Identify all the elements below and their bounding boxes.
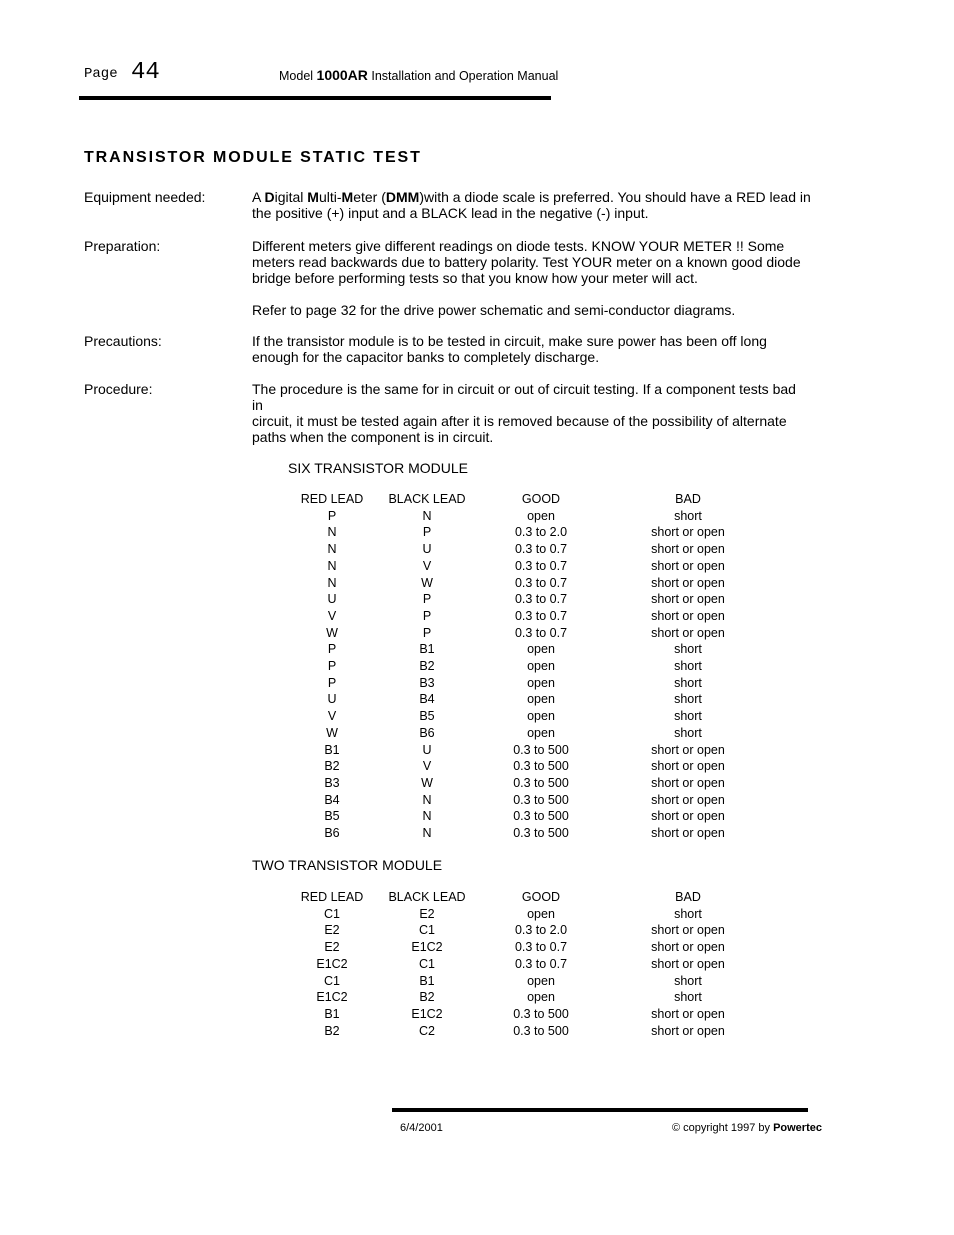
table-row — [277, 956, 761, 973]
table-row — [277, 792, 761, 809]
cell-good: 0.3 to 500 — [513, 826, 569, 841]
cell-bad: short or open — [651, 826, 725, 841]
header-black-lead: BLACK LEAD — [388, 492, 466, 506]
procedure-label: Procedure: — [84, 381, 153, 397]
cell-red-lead: P — [327, 508, 337, 523]
header-good: GOOD — [521, 492, 561, 506]
cell-black-lead: V — [422, 759, 432, 774]
cell-red-lead: V — [327, 709, 337, 724]
cell-red-lead: V — [327, 608, 337, 623]
cell-good: 0.3 to 500 — [513, 809, 569, 824]
table-row — [277, 725, 761, 742]
cell-black-lead: P — [422, 625, 432, 640]
cell-black-lead: N — [422, 809, 432, 824]
cell-good: open — [527, 973, 555, 988]
cell-black-lead: B4 — [419, 692, 435, 707]
cell-red-lead: U — [327, 692, 337, 707]
cell-red-lead: E1C2 — [316, 990, 348, 1005]
table-row — [277, 922, 761, 939]
cell-good: 0.3 to 0.7 — [514, 956, 568, 971]
cell-black-lead: B3 — [419, 675, 435, 690]
table-row — [277, 558, 761, 575]
procedure-text — [252, 381, 817, 445]
cell-red-lead: B1 — [324, 742, 340, 757]
precautions-label: Precautions: — [84, 333, 162, 349]
cell-bad: short — [674, 709, 702, 724]
cell-red-lead: B1 — [324, 1006, 340, 1021]
cell-bad: short or open — [651, 940, 725, 955]
header-red-lead: RED LEAD — [300, 890, 364, 904]
cell-bad: short or open — [651, 742, 725, 757]
table-row — [277, 939, 761, 956]
cell-red-lead: W — [326, 625, 338, 640]
table-row — [277, 775, 761, 792]
footer-rule — [392, 1108, 808, 1112]
cell-good: open — [527, 659, 555, 674]
manual-title — [279, 67, 558, 83]
cell-red-lead: N — [327, 575, 337, 590]
cell-black-lead: N — [422, 792, 432, 807]
table-row — [277, 989, 761, 1006]
cell-black-lead: N — [422, 826, 432, 841]
cell-red-lead: E1C2 — [316, 956, 348, 971]
table-row — [277, 675, 761, 692]
cell-black-lead: N — [422, 508, 432, 523]
cell-bad: short or open — [651, 956, 725, 971]
cell-bad: short or open — [651, 792, 725, 807]
cell-red-lead: W — [326, 725, 338, 740]
cell-red-lead: B5 — [324, 809, 340, 824]
cell-good: 0.3 to 0.7 — [514, 592, 568, 607]
page-number: 44 — [131, 59, 160, 86]
cell-good: 0.3 to 0.7 — [514, 558, 568, 573]
title-prefix: Model — [279, 69, 317, 83]
section-title: TRANSISTOR MODULE STATIC TEST — [84, 149, 422, 166]
cell-black-lead: C1 — [419, 923, 435, 938]
cell-black-lead: P — [422, 608, 432, 623]
cell-bad: short or open — [651, 759, 725, 774]
cell-red-lead: N — [327, 558, 337, 573]
cell-black-lead: U — [422, 542, 432, 557]
cell-good: open — [527, 675, 555, 690]
cell-bad: short — [674, 508, 702, 523]
procedure-line-1: The procedure is the same for in circuit or out of circuit testing. If a component tests bad — [252, 381, 796, 397]
table-row — [277, 973, 761, 990]
cell-black-lead: E1C2 — [411, 1006, 443, 1021]
footer-copyright: © copyright 1997 by Powertec — [672, 1122, 822, 1134]
cell-bad: short or open — [651, 558, 725, 573]
cell-black-lead: E1C2 — [411, 940, 443, 955]
cell-good: 0.3 to 2.0 — [514, 525, 568, 540]
cell-red-lead: P — [327, 675, 337, 690]
cell-bad: short or open — [651, 1023, 725, 1038]
cell-good: 0.3 to 0.7 — [514, 940, 568, 955]
table-row — [277, 625, 761, 642]
header-black-lead: BLACK LEAD — [388, 890, 466, 904]
cell-good: 0.3 to 500 — [513, 1006, 569, 1021]
cell-bad: short or open — [651, 592, 725, 607]
cell-bad: short or open — [651, 625, 725, 640]
cell-bad: short or open — [651, 575, 725, 590]
cell-red-lead: U — [327, 592, 337, 607]
table-row — [277, 1006, 761, 1023]
table-row — [277, 524, 761, 541]
cell-good: 0.3 to 500 — [513, 775, 569, 790]
model-name: 1000AR — [316, 67, 368, 83]
two-module-title: TWO TRANSISTOR MODULE — [252, 857, 443, 873]
table-row — [277, 641, 761, 658]
procedure-line-3: circuit, it must be tested again after it is removed because of the possibility of alternate paths when the component is in circuit. — [252, 413, 787, 445]
cell-bad: short or open — [651, 525, 725, 540]
cell-black-lead: P — [422, 525, 432, 540]
table-row — [277, 691, 761, 708]
cell-red-lead: E2 — [324, 940, 340, 955]
header-bad: BAD — [675, 890, 701, 904]
table-row — [277, 742, 761, 759]
cell-bad: short or open — [651, 775, 725, 790]
cell-bad: short or open — [651, 809, 725, 824]
table-header-row — [277, 491, 761, 508]
header-bad: BAD — [675, 492, 701, 506]
table-row — [277, 591, 761, 608]
cell-good: 0.3 to 0.7 — [514, 608, 568, 623]
cell-red-lead: B2 — [324, 759, 340, 774]
preparation-label: Preparation: — [84, 238, 161, 254]
cell-good: open — [527, 990, 555, 1005]
cell-good: 0.3 to 0.7 — [514, 542, 568, 557]
cell-bad: short — [674, 675, 702, 690]
procedure-line-2: in — [252, 397, 263, 413]
equipment-text: A Digital Multi-Meter (DMM)with a diode scale is preferred. You should have a RED lead in the positive (+) input and a BLACK lead in the negative (-) input. — [252, 189, 811, 221]
header-good: GOOD — [521, 890, 561, 904]
two-module-table — [277, 889, 761, 1039]
cell-bad: short or open — [651, 923, 725, 938]
cell-bad: short — [674, 659, 702, 674]
company-name: Powertec — [773, 1122, 822, 1134]
cell-good: open — [527, 692, 555, 707]
footer-date: 6/4/2001 — [400, 1122, 443, 1134]
precautions-text: If the transistor module is to be tested in circuit, make sure power has been off long enough for the capacitor banks to completely discharge. — [252, 333, 767, 365]
table-header-row — [277, 889, 761, 906]
table-row — [277, 906, 761, 923]
cell-bad: short — [674, 642, 702, 657]
cell-black-lead: W — [421, 575, 433, 590]
cell-bad: short — [674, 725, 702, 740]
cell-black-lead: P — [422, 592, 432, 607]
cell-bad: short or open — [651, 608, 725, 623]
cell-red-lead: B4 — [324, 792, 340, 807]
cell-bad: short — [674, 906, 702, 921]
header-red-lead: RED LEAD — [300, 492, 364, 506]
page-label: Page — [84, 66, 118, 82]
cell-black-lead: B2 — [419, 659, 435, 674]
cell-good: open — [527, 642, 555, 657]
title-suffix: Installation and Operation Manual — [367, 69, 559, 83]
cell-black-lead: B2 — [419, 990, 435, 1005]
cell-black-lead: W — [421, 775, 433, 790]
cell-good: open — [527, 725, 555, 740]
six-module-table — [277, 491, 761, 842]
cell-bad: short or open — [651, 1006, 725, 1021]
cell-good: 0.3 to 500 — [513, 742, 569, 757]
cell-black-lead: U — [422, 742, 432, 757]
preparation-paragraph-1: Different meters give different readings on diode tests. KNOW YOUR METER !! Some meters read backwards due to battery polarity. Test YOUR meter on a known good diode bridge before performing tests so that you know how your meter will act. — [252, 238, 801, 286]
cell-red-lead: C1 — [324, 906, 340, 921]
table-row — [277, 658, 761, 675]
cell-red-lead: P — [327, 659, 337, 674]
cell-black-lead: B6 — [419, 725, 435, 740]
six-module-title: SIX TRANSISTOR MODULE — [288, 460, 468, 476]
cell-good: 0.3 to 500 — [513, 759, 569, 774]
cell-black-lead: E2 — [419, 906, 435, 921]
cell-bad: short — [674, 990, 702, 1005]
cell-red-lead: N — [327, 542, 337, 557]
cell-red-lead: B2 — [324, 1023, 340, 1038]
header-rule — [79, 96, 551, 100]
cell-red-lead: B6 — [324, 826, 340, 841]
equipment-label: Equipment needed: — [84, 189, 206, 205]
table-row — [277, 758, 761, 775]
cell-good: 0.3 to 0.7 — [514, 625, 568, 640]
cell-bad: short — [674, 692, 702, 707]
cell-good: 0.3 to 0.7 — [514, 575, 568, 590]
cell-red-lead: P — [327, 642, 337, 657]
cell-black-lead: B1 — [419, 973, 435, 988]
cell-red-lead: N — [327, 525, 337, 540]
table-row — [277, 508, 761, 525]
table-row — [277, 708, 761, 725]
cell-red-lead: C1 — [324, 973, 340, 988]
table-row — [277, 808, 761, 825]
cell-good: 0.3 to 500 — [513, 792, 569, 807]
cell-red-lead: B3 — [324, 775, 340, 790]
cell-black-lead: C2 — [419, 1023, 435, 1038]
preparation-paragraph-2: Refer to page 32 for the drive power schematic and semi-conductor diagrams. — [252, 302, 736, 318]
cell-good: open — [527, 709, 555, 724]
table-row — [277, 1023, 761, 1040]
cell-bad: short or open — [651, 542, 725, 557]
cell-red-lead: E2 — [324, 923, 340, 938]
cell-good: 0.3 to 500 — [513, 1023, 569, 1038]
cell-bad: short — [674, 973, 702, 988]
table-row — [277, 608, 761, 625]
preparation-text — [252, 238, 817, 318]
cell-black-lead: B5 — [419, 709, 435, 724]
table-row — [277, 825, 761, 842]
cell-good: open — [527, 508, 555, 523]
table-row — [277, 541, 761, 558]
cell-black-lead: B1 — [419, 642, 435, 657]
cell-good: open — [527, 906, 555, 921]
cell-black-lead: V — [422, 558, 432, 573]
table-row — [277, 575, 761, 592]
cell-black-lead: C1 — [419, 956, 435, 971]
cell-good: 0.3 to 2.0 — [514, 923, 568, 938]
